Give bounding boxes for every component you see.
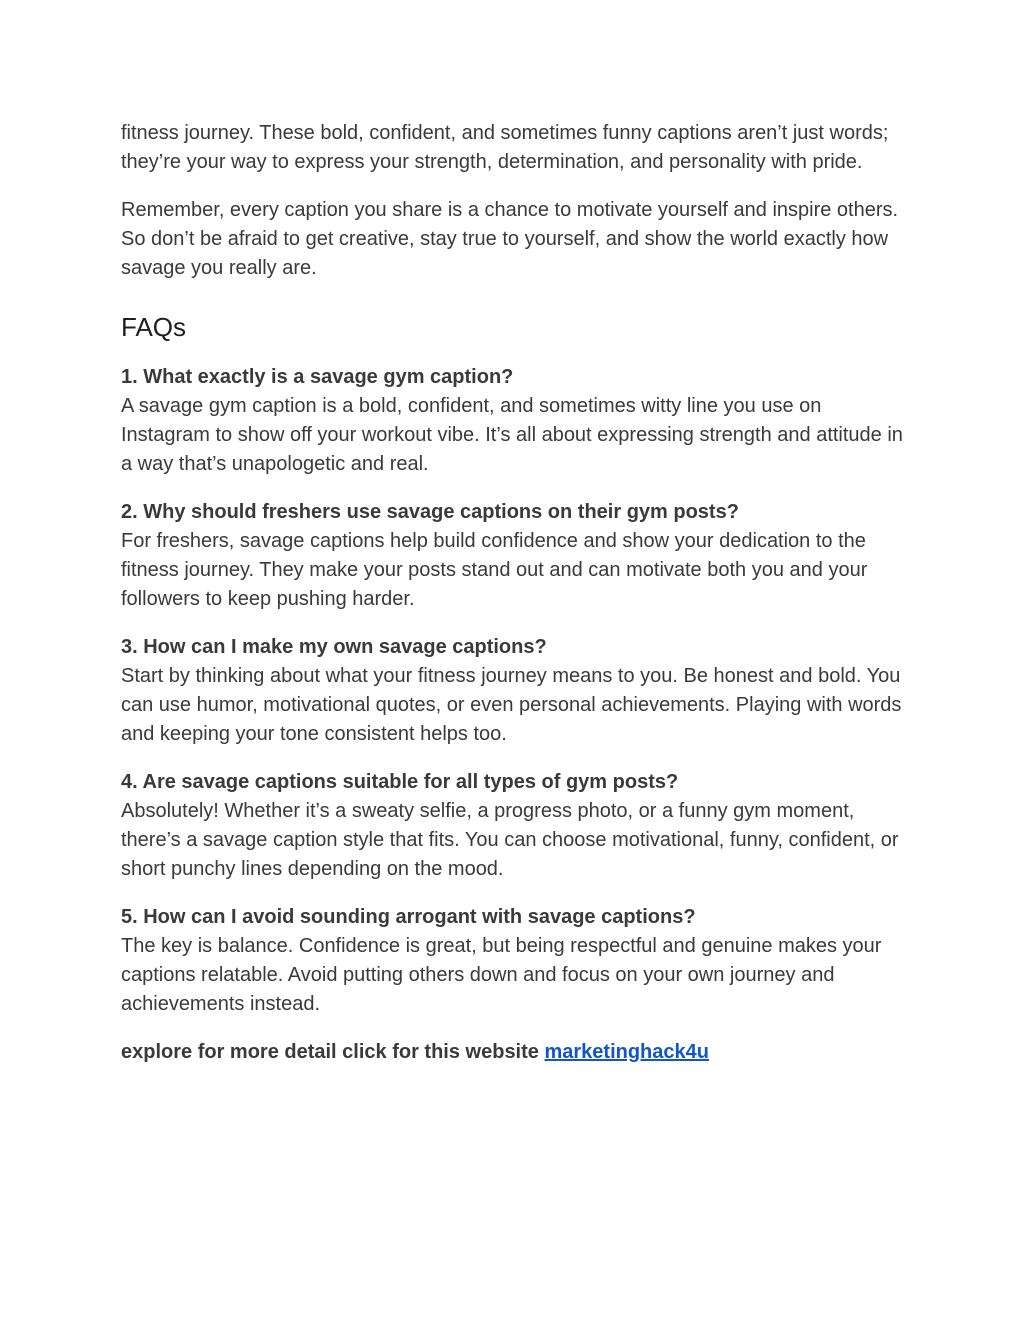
intro-paragraph-2: Remember, every caption you share is a chance to motivate yourself and inspire others. So don’t be afraid to get creative, stay true to yourself, and show the world exactly how savage you really are. xyxy=(121,199,899,279)
footer-text: explore for more detail click for this website xyxy=(121,1041,545,1063)
faq-answer: The key is balance. Confidence is great, but being respectful and genuine makes your captions relatable. Avoid putting others down and focus on your own journey and achievements instead. xyxy=(121,935,882,1015)
faq-item-2 xyxy=(121,498,911,614)
faq-question: 4. Are savage captions suitable for all types of gym posts? xyxy=(121,771,679,793)
faq-question: 1. What exactly is a savage gym caption? xyxy=(121,366,514,388)
faq-question: 5. How can I avoid sounding arrogant with savage captions? xyxy=(121,906,696,928)
faq-answer: Start by thinking about what your fitness journey means to you. Be honest and bold. You can use humor, motivational quotes, or even personal achievements. Playing with words and keeping your tone consistent helps too. xyxy=(121,665,902,745)
faq-item-5 xyxy=(121,903,911,1019)
faq-item-4 xyxy=(121,768,911,884)
document-page xyxy=(121,119,911,1086)
footer-line xyxy=(121,1038,911,1067)
faq-answer: A savage gym caption is a bold, confident, and sometimes witty line you use on Instagram to show off your workout vibe. It’s all about expressing strength and attitude in a way that’s unapologetic and real. xyxy=(121,395,903,475)
faqs-heading: FAQs xyxy=(121,312,187,342)
faq-question: 2. Why should freshers use savage captions on their gym posts? xyxy=(121,501,739,523)
faq-item-1 xyxy=(121,363,911,479)
faq-item-3 xyxy=(121,633,911,749)
faq-question: 3. How can I make my own savage captions? xyxy=(121,636,547,658)
website-link[interactable]: marketinghack4u xyxy=(544,1041,709,1063)
faq-answer: For freshers, savage captions help build confidence and show your dedication to the fitness journey. They make your posts stand out and can motivate both you and your followers to keep pushing harder. xyxy=(121,530,868,610)
faq-answer: Absolutely! Whether it’s a sweaty selfie, a progress photo, or a funny gym moment, there’s a savage caption style that fits. You can choose motivational, funny, confident, or short punchy lines depending on the mood. xyxy=(121,800,899,880)
intro-paragraph-1: fitness journey. These bold, confident, and sometimes funny captions aren’t just words; they’re your way to express your strength, determination, and personality with pride. xyxy=(121,122,889,173)
